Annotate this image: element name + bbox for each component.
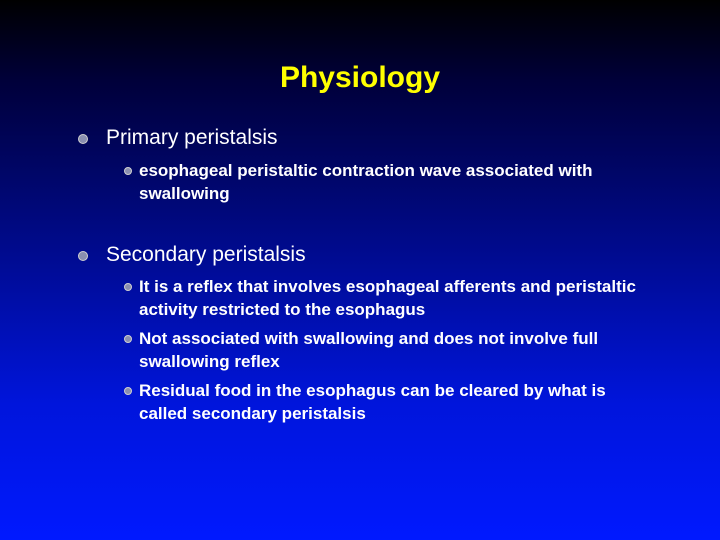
sub-bullet [124, 379, 639, 425]
bullet-text: Primary peristalsis [106, 126, 278, 149]
bullet-dot-icon [124, 283, 132, 291]
slide-title: Physiology [279, 61, 441, 94]
sub-bullet-text: It is a reflex that involves esophageal afferents and peristaltic activity restricted to the esophagus [139, 277, 636, 319]
bullet-dot-icon [124, 167, 132, 175]
sub-bullet-text: Not associated with swallowing and does not involve full swallowing reflex [139, 329, 599, 371]
bullet-dot-icon [124, 387, 132, 395]
bullet-dot-icon [78, 134, 88, 144]
bullet-primary-peristalsis [78, 125, 666, 151]
sub-bullet [124, 327, 639, 373]
bullet-secondary-peristalsis [78, 242, 666, 268]
bullet-dot-icon [124, 335, 132, 343]
sub-bullet-text: esophageal peristaltic contraction wave associated with swallowing [139, 161, 593, 203]
sub-bullet [124, 275, 639, 321]
bullet-text: Secondary peristalsis [106, 243, 306, 266]
sub-bullet-text: Residual food in the esophagus can be cleared by what is called secondary peristalsis [139, 381, 606, 423]
sub-bullet [124, 159, 639, 205]
bullet-dot-icon [78, 251, 88, 261]
